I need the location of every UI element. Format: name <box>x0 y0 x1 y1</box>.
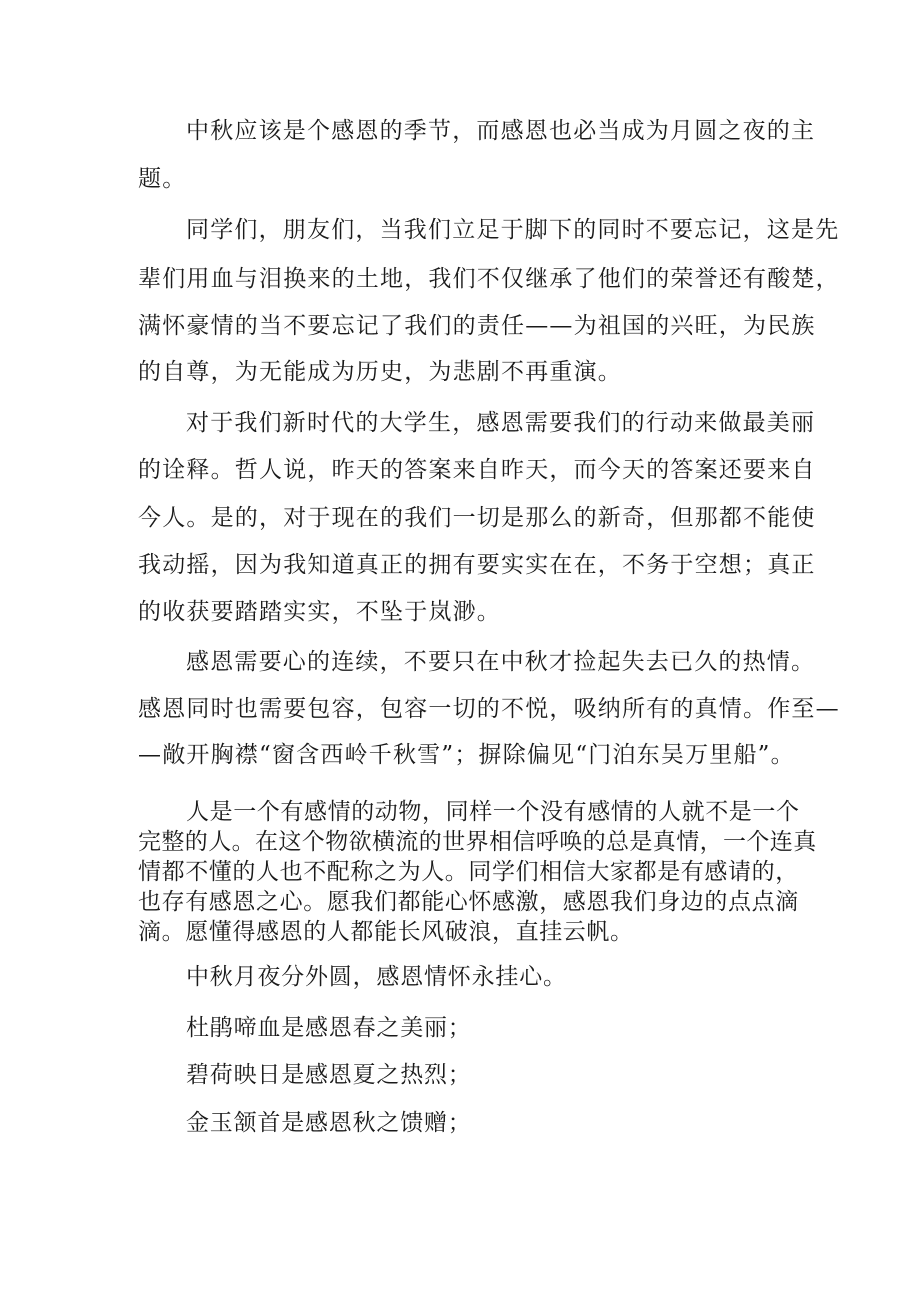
paragraph-3-line-3: 今人。是的，对于现在的我们一切是那么的新奇，但那都不能使 <box>138 505 816 531</box>
paragraph-4-line-1: 感恩需要心的连续，不要只在中秋才捡起失去已久的热情。 <box>186 649 816 675</box>
paragraph-1-line-1: 中秋应该是个感恩的季节，而感恩也必当成为月圆之夜的主 <box>186 118 816 144</box>
paragraph-2-line-4: 的自尊，为无能成为历史，为悲剧不再重演。 <box>138 359 622 385</box>
paragraph-3-line-4: 我动摇，因为我知道真正的拥有要实实在在，不务于空想；真正 <box>138 552 816 578</box>
paragraph-5-line-4: 也存有感恩之心。愿我们都能心怀感激，感恩我们身边的点点滴 <box>138 889 799 915</box>
paragraph-7: 杜鹃啼血是感恩春之美丽； <box>186 1015 472 1041</box>
paragraph-3-line-1: 对于我们新时代的大学生，感恩需要我们的行动来做最美丽 <box>186 410 816 436</box>
paragraph-5-line-2: 完整的人。在这个物欲横流的世界相信呼唤的总是真情，一个连真 <box>138 829 817 855</box>
paragraph-5-line-3: 情都不懂的人也不配称之为人。同学们相信大家都是有感请的， <box>138 859 799 885</box>
paragraph-8: 碧荷映日是感恩夏之热烈； <box>186 1062 472 1088</box>
paragraph-3-line-2: 的诠释。哲人说，昨天的答案来自昨天，而今天的答案还要来自 <box>138 457 816 483</box>
paragraph-2-line-3: 满怀豪情的当不要忘记了我们的责任——为祖国的兴旺，为民族 <box>138 313 816 339</box>
paragraph-6: 中秋月夜分外圆，感恩情怀永挂心。 <box>186 964 567 990</box>
paragraph-3-line-5: 的收获要踏踏实实，不坠于岚渺。 <box>138 599 501 625</box>
paragraph-1-line-2: 题。 <box>138 166 187 192</box>
paragraph-2-line-2: 辈们用血与泪换来的土地，我们不仅继承了他们的荣誉还有酸楚， <box>138 266 840 292</box>
paragraph-2-line-1: 同学们，朋友们，当我们立足于脚下的同时不要忘记，这是先 <box>186 217 840 243</box>
paragraph-5-line-1: 人是一个有感情的动物，同样一个没有感情的人就不是一个 <box>186 799 800 825</box>
paragraph-4-line-2: 感恩同时也需要包容，包容一切的不悦，吸纳所有的真情。作至— <box>138 696 840 722</box>
paragraph-5-line-5: 滴。愿懂得感恩的人都能长风破浪，直挂云帆。 <box>138 919 634 945</box>
paragraph-9: 金玉颔首是感恩秋之馈赠； <box>186 1110 472 1136</box>
paragraph-4-line-3: —敞开胸襟“窗含西岭千秋雪”；摒除偏见“门泊东吴万里船”。 <box>138 742 795 768</box>
